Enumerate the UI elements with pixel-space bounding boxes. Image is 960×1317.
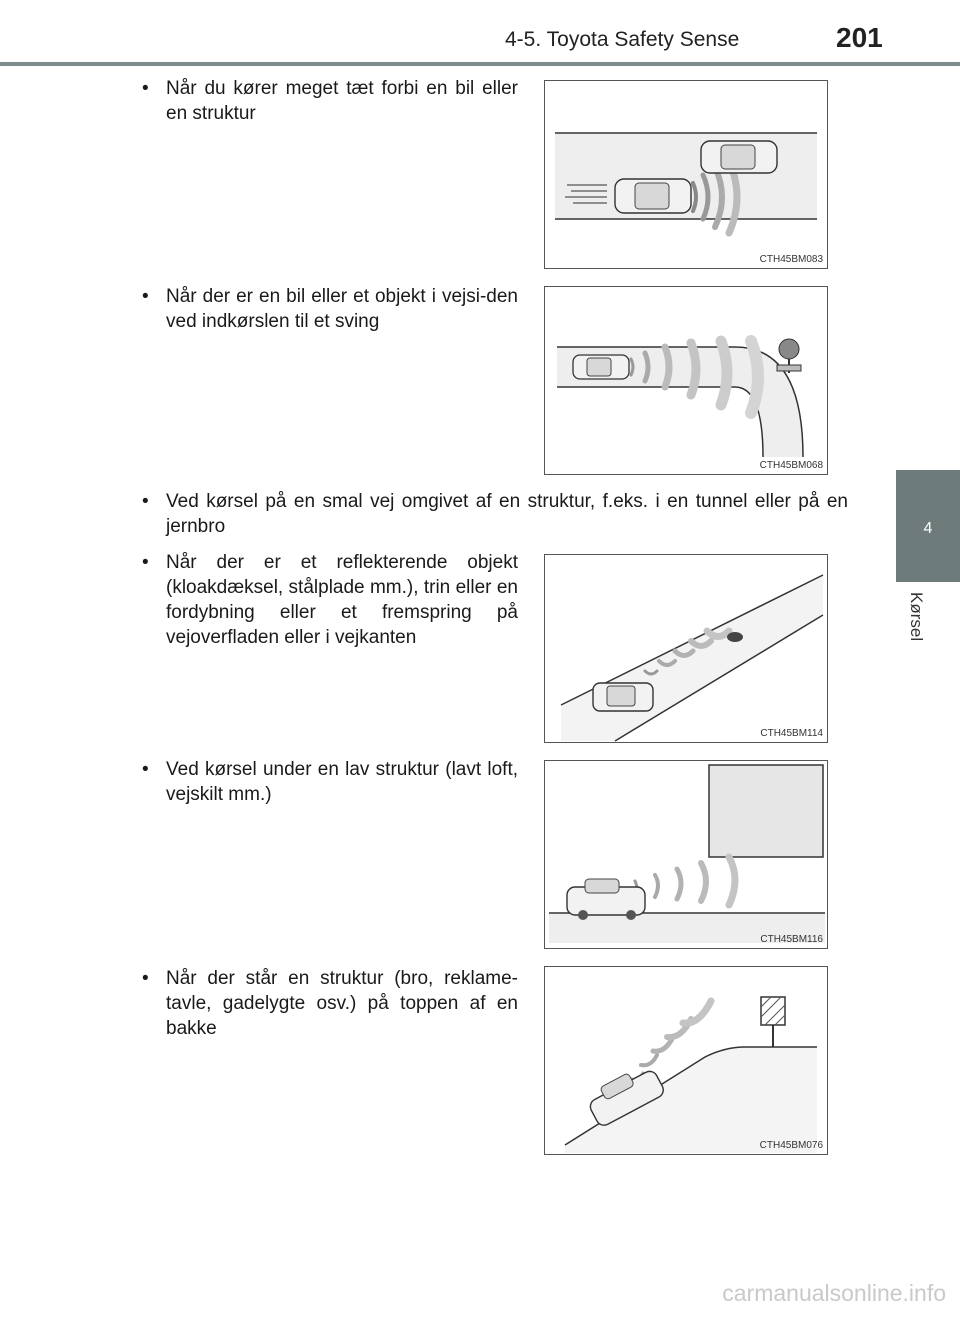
bullet-text: Ved kørsel under en lav struktur (lavt loft, vejskilt mm.) <box>166 759 518 805</box>
watermark: carmanualsonline.info <box>722 1280 946 1306</box>
bullet-mark: • <box>142 759 149 780</box>
bullet-item <box>142 284 518 334</box>
bullet-text: Når der er en bil eller et objekt i vejsi-den ved indkørslen til et sving <box>166 286 518 332</box>
figure-code: CTH45BM076 <box>759 1140 823 1151</box>
bullet-mark: • <box>142 491 149 512</box>
bullet-item <box>142 489 848 539</box>
bullet-text: Når der står en struktur (bro, reklame-tavle, gadelygte osv.) på toppen af en bakke <box>166 968 518 1039</box>
bullet-item <box>142 757 518 807</box>
low-structure-illustration <box>545 761 829 950</box>
figure-reflective-object <box>544 554 828 743</box>
curve-object-illustration <box>545 287 829 476</box>
bullet-item <box>142 966 518 1041</box>
figure-curve-object <box>544 286 828 475</box>
chapter-label-wrap <box>908 592 928 672</box>
bullet-mark: • <box>142 552 149 573</box>
reflective-object-illustration <box>545 555 829 744</box>
bullet-text: Ved kørsel på en smal vej omgivet af en struktur, f.eks. i en tunnel eller på en jernbro <box>166 491 848 537</box>
bullet-text: Når du kører meget tæt forbi en bil eller en struktur <box>166 78 518 124</box>
figure-close-pass <box>544 80 828 269</box>
hilltop-structure-illustration <box>545 967 829 1156</box>
figure-hilltop-structure <box>544 966 828 1155</box>
bullet-mark: • <box>142 78 149 99</box>
bullet-item <box>142 76 518 126</box>
bullet-item <box>142 550 518 650</box>
section-title: 4-5. Toyota Safety Sense <box>505 28 740 51</box>
figure-code: CTH45BM116 <box>760 934 823 945</box>
bullet-text: Når der er et reflekterende objekt (kloakdæksel, stålplade mm.), trin eller en fordybning eller et fremspring på vejoverfladen eller i vejkanten <box>166 552 518 648</box>
figure-code: CTH45BM114 <box>760 728 823 739</box>
page-number: 201 <box>836 22 883 53</box>
chapter-number: 4 <box>923 520 933 537</box>
bullet-mark: • <box>142 968 149 989</box>
bullet-mark: • <box>142 286 149 307</box>
figure-code: CTH45BM068 <box>759 460 823 471</box>
chapter-label: Kørsel <box>907 592 926 642</box>
figure-low-structure <box>544 760 828 949</box>
figure-code: CTH45BM083 <box>759 254 823 265</box>
close-pass-illustration <box>545 81 829 270</box>
header-rule <box>0 62 960 66</box>
